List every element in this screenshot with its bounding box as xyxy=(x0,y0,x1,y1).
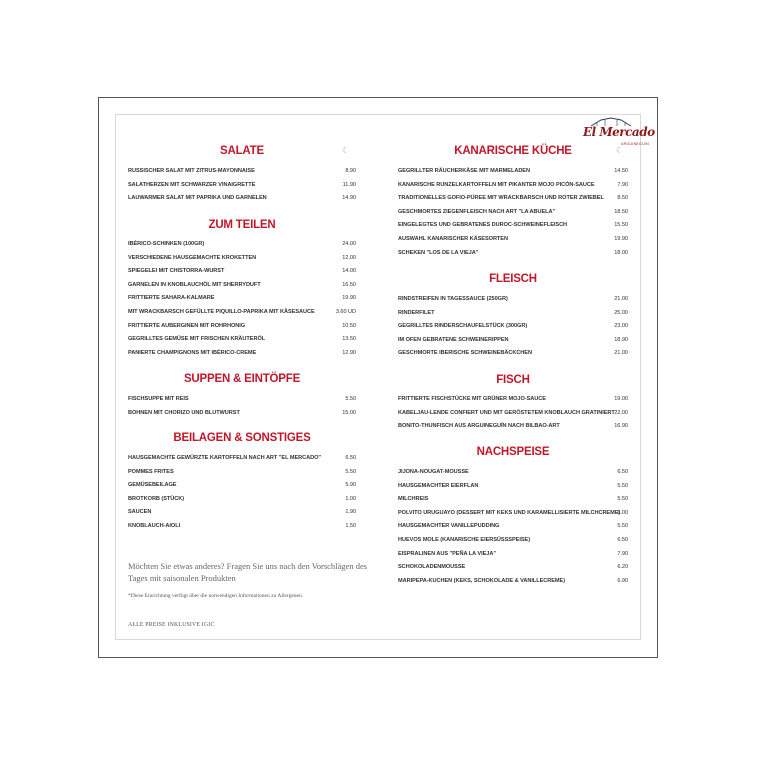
menu-item-price: 6.50 xyxy=(617,537,628,543)
menu-item xyxy=(398,410,628,422)
menu-item-name: KABELJAU-LENDE CONFIERT UND MIT GERÖSTETEM KNOBLAUCH GRATINIERT xyxy=(398,409,615,416)
section-title-zum-teilen: ZUM TEILEN xyxy=(208,219,276,231)
menu-item xyxy=(128,268,356,280)
menu-item-price: 6.50 xyxy=(345,455,356,461)
menu-item-price: 1.90 xyxy=(345,509,356,516)
menu-item-name: SAUCEN xyxy=(128,509,152,516)
menu-item-price: 7.90 xyxy=(617,181,628,188)
menu-item-name: RINDSTREIFEN IN TAGESSAUCE (250GR) xyxy=(398,296,508,302)
menu-item-name: BOHNEN MIT CHORIZO UND BLUTWURST xyxy=(128,409,240,416)
allergen-footnote: *Diese Einrichtung verfügt über die notwendigen Informationen zu Allergenen. xyxy=(128,593,304,599)
menu-item-price: 13.50 xyxy=(342,336,356,343)
section-title-salate: SALATE xyxy=(220,145,264,157)
menu-item-name: HAUSGEMACHTER VANILLEPUDDING xyxy=(398,523,500,530)
menu-item-name: SALATHERZEN MIT SCHWARZER VINAIGRETTE xyxy=(128,181,256,188)
menu-item-name: IM OFEN GEBRATENE SCHWEINERIPPEN xyxy=(398,336,509,343)
menu-item-price: 6.20 xyxy=(617,564,628,571)
menu-item xyxy=(398,551,628,563)
menu-item xyxy=(398,523,628,535)
menu-item-price: 7.90 xyxy=(617,550,628,557)
menu-item-price: 14.00 xyxy=(342,268,356,275)
menu-item xyxy=(128,396,356,408)
menu-item xyxy=(398,323,628,335)
menu-item xyxy=(128,255,356,267)
menu-item-price: 12.00 xyxy=(342,254,356,261)
menu-item-price: 18.00 xyxy=(614,249,628,256)
menu-item xyxy=(398,337,628,349)
menu-item xyxy=(398,537,628,549)
section-title-kanarische: KANARISCHE KÜCHE xyxy=(454,145,572,157)
menu-item-price: 16.50 xyxy=(342,281,356,288)
menu-item xyxy=(398,209,628,221)
menu-item-name: SCHEKEN "LOS DE LA VIEJA" xyxy=(398,249,479,256)
menu-item xyxy=(398,195,628,207)
menu-item-price: 8.50 xyxy=(617,195,628,202)
menu-item-price: 5.50 xyxy=(345,468,356,475)
menu-item-price: 6.90 xyxy=(617,577,628,584)
menu-item xyxy=(128,309,356,321)
menu-item-name: HUEVOS MOLE (KANARISCHE EIERSÜSSSPEISE) xyxy=(398,537,531,543)
menu-item-price: 3.60 UD xyxy=(335,309,356,315)
menu-item xyxy=(128,410,356,422)
section-title-suppen: SUPPEN & EINTÖPFE xyxy=(183,373,301,385)
section-title-nachspeise: NACHSPEISE xyxy=(476,446,550,458)
menu-item-name: FRITTIERTE SAHARA-KALMARE xyxy=(128,295,215,302)
menu-item xyxy=(128,469,356,481)
menu-item-name: HAUSGEMACHTER EIERFLAN xyxy=(398,482,479,489)
menu-item xyxy=(128,168,356,180)
menu-item xyxy=(128,482,356,494)
menu-item-name: MIT WRACKBARSCH GEFÜLLTE PIQUILLO-PAPRIKA MIT KÄSESAUCE xyxy=(128,309,315,315)
menu-item xyxy=(128,323,356,335)
menu-item xyxy=(398,296,628,308)
menu-item xyxy=(128,295,356,307)
menu-item-price: 21.00 xyxy=(614,296,628,302)
menu-item xyxy=(128,241,356,253)
menu-item xyxy=(128,509,356,521)
menu-item xyxy=(398,236,628,248)
menu-item xyxy=(128,282,356,294)
logo-subtext: ARGUINEGUIN xyxy=(621,142,649,146)
menu-item-name: EINGELEGTES UND GEBRATENES DUROC-SCHWEINEFLEISCH xyxy=(398,222,568,229)
menu-item xyxy=(398,483,628,495)
menu-item-name: GESCHMORTE IBERISCHE SCHWEINEBÄCKCHEN xyxy=(398,350,532,357)
menu-item-price: 6.50 xyxy=(617,469,628,475)
menu-item xyxy=(128,195,356,207)
menu-item-price: 24.00 xyxy=(342,241,356,247)
menu-item xyxy=(398,396,628,408)
menu-item-price: 23.00 xyxy=(614,323,628,330)
menu-item-name: FRITTIERTE AUBERGINEN MIT ROHRHONIG xyxy=(128,322,246,329)
menu-item-name: RINDERFILET xyxy=(398,309,435,316)
menu-item-name: SPIEGELEI MIT CHISTORRA-WURST xyxy=(128,268,225,275)
menu-item-name: RUSSISCHER SALAT MIT ZITRUS-MAYONNAISE xyxy=(128,168,255,174)
menu-item-name: VERSCHIEDENE HAUSGEMACHTE KROKETTEN xyxy=(128,254,257,261)
menu-item-price: 6.00 xyxy=(617,509,628,516)
menu-item-name: GARNELEN IN KNOBLAUCHÖL MIT SHERRYDUFT xyxy=(128,281,261,288)
menu-item xyxy=(398,564,628,576)
menu-item-price: 15.00 xyxy=(342,409,356,416)
menu-item xyxy=(398,469,628,481)
menu-item xyxy=(398,182,628,194)
menu-item-name: FRITTIERTE FISCHSTÜCKE MIT GRÜNER MOJO-SAUCE xyxy=(398,396,546,402)
menu-item-name: EISPRALINEN AUS "PEÑA LA VIEJA" xyxy=(398,550,496,557)
menu-item-price: 22.00 xyxy=(614,409,628,416)
menu-item-name: BONITO-THUNFISCH AUS ARGUINEGUÍN NACH BILBAO-ART xyxy=(398,423,560,430)
menu-item xyxy=(128,455,356,467)
menu-item xyxy=(128,182,356,194)
daily-suggestions-note: Möchten Sie etwas anderes? Fragen Sie uns nach den Vorschlägen des Tages mit saisonalen Produkten xyxy=(128,561,368,583)
menu-item-name: GEMÜSEBEILAGE xyxy=(128,482,177,489)
menu-item xyxy=(398,423,628,435)
menu-item-price: 19.90 xyxy=(342,295,356,302)
logo-text: El Mercado xyxy=(583,125,655,139)
menu-item-name: KNOBLAUCH-AIOLI xyxy=(128,523,181,529)
menu-item xyxy=(128,350,356,362)
menu-item xyxy=(128,336,356,348)
menu-item-price: 16.90 xyxy=(614,423,628,430)
menu-item-name: FISCHSUPPE MIT REIS xyxy=(128,396,189,402)
menu-item-price: 5.90 xyxy=(345,482,356,489)
menu-item-price: 14.50 xyxy=(614,168,628,174)
menu-item-price: 5.50 xyxy=(617,482,628,489)
moon-icon: ☾ xyxy=(342,146,350,155)
menu-item-price: 15.50 xyxy=(614,222,628,229)
menu-item-name: MARIPEPA-KUCHEN (KEKS, SCHOKOLADE & VANILLECREME) xyxy=(398,577,566,584)
section-title-beilagen: BEILAGEN & SONSTIGES xyxy=(173,432,311,444)
section-title-fisch: FISCH xyxy=(496,374,530,386)
menu-item-name: TRADITIONELLES GOFIO-PÜREE MIT WRACKBARSCH UND ROTER ZWIEBEL xyxy=(398,195,604,202)
menu-item-name: GEGRILLTES GEMÜSE MIT FRISCHEN KRÄUTERÖL xyxy=(128,336,266,343)
menu-item-name: GESCHMORTES ZIEGENFLEISCH NACH ART "LA ABUELA" xyxy=(398,208,556,215)
menu-item-name: GEGRILLTES RINDERSCHAUFELSTÜCK (300GR) xyxy=(398,323,528,330)
menu-item-name: SCHOKOLADENMOUSSE xyxy=(398,564,466,571)
menu-item-price: 19.90 xyxy=(614,236,628,242)
menu-item-name: KANARISCHE RUNZELKARTOFFELN MIT PIKANTER MOJO PICÓN-SAUCE xyxy=(398,181,595,188)
menu-item-name: LAUWARMER SALAT MIT PAPRIKA UND GARNELEN xyxy=(128,195,267,202)
menu-item-name: BROTKORB (STÜCK) xyxy=(128,495,185,502)
menu-item-price: 5.50 xyxy=(345,396,356,402)
menu-item-name: IBÉRICO-SCHINKEN (100GR) xyxy=(128,241,205,247)
menu-item-price: 8.90 xyxy=(345,168,356,174)
menu-item-price: 5.50 xyxy=(617,523,628,530)
moon-icon: ☾ xyxy=(616,146,624,155)
menu-item-price: 1.00 xyxy=(345,495,356,502)
menu-item xyxy=(398,250,628,262)
menu-item-price: 1.50 xyxy=(345,523,356,529)
menu-item xyxy=(398,168,628,180)
section-title-fleisch: FLEISCH xyxy=(489,273,537,285)
menu-item xyxy=(398,222,628,234)
menu-item xyxy=(398,350,628,362)
prices-include-tax-note: ALLE PREISE INKLUSIVE IGIC xyxy=(128,622,215,628)
menu-item-name: GEGRILLTER RÄUCHERKÄSE MIT MARMELADEN xyxy=(398,168,530,174)
menu-item-price: 10.50 xyxy=(342,322,356,329)
menu-item-name: AUSWAHL KANARISCHER KÄSESORTEN xyxy=(398,236,508,242)
menu-item-price: 14.90 xyxy=(342,195,356,202)
menu-item-name: MILCHREIS xyxy=(398,496,429,503)
menu-item-price: 18.90 xyxy=(614,336,628,343)
menu-item-price: 5.50 xyxy=(617,496,628,503)
menu-item-name: POLVITO URUGUAYO (DESSERT MIT KEKS UND KARAMELLISIERTE MILCHCREME) xyxy=(398,509,621,516)
menu-item-price: 11.90 xyxy=(342,181,356,188)
menu-item xyxy=(128,496,356,508)
menu-item-price: 19.00 xyxy=(614,396,628,402)
menu-item xyxy=(398,578,628,590)
menu-item-price: 12.90 xyxy=(342,349,356,356)
menu-item-price: 25.00 xyxy=(614,309,628,316)
menu-item-name: JIJONA-NOUGAT-MOUSSE xyxy=(398,469,469,475)
menu-item-name: HAUSGEMACHTE GEWÜRZTE KARTOFFELN NACH ART "EL MERCADO" xyxy=(128,455,321,461)
menu-item xyxy=(398,310,628,322)
menu-item-name: PANIERTE CHAMPIGNONS MIT IBÉRICO-CREME xyxy=(128,349,257,356)
menu-item-name: POMMES FRITES xyxy=(128,468,174,475)
menu-item-price: 21.00 xyxy=(614,350,628,357)
menu-item xyxy=(398,496,628,508)
menu-item-price: 18.50 xyxy=(614,208,628,215)
menu-item xyxy=(398,510,628,522)
menu-item xyxy=(128,523,356,535)
